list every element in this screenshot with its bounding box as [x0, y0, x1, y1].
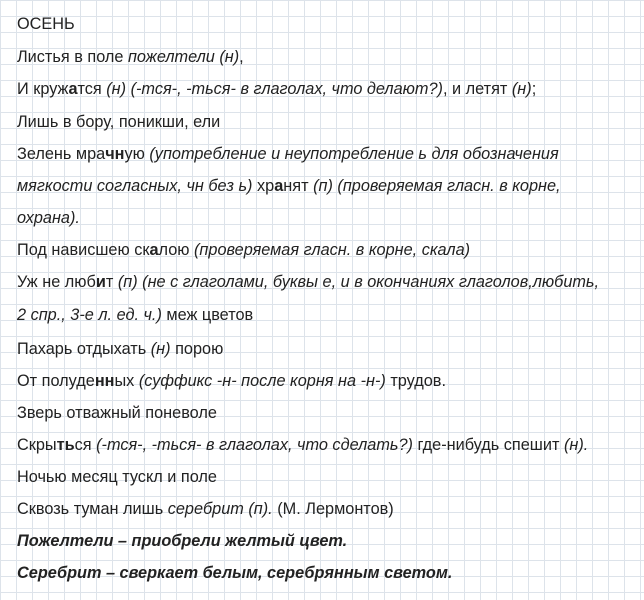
- definition-line: Пожелтели – приобрели желтый цвет.: [17, 532, 348, 550]
- line-text: Зверь отважный поневоле: [17, 404, 217, 422]
- poem-line: [17, 176, 561, 196]
- comment-text: (н): [511, 80, 532, 98]
- comment-text: пожелтели (н): [127, 48, 240, 66]
- line-text: хр: [252, 177, 275, 195]
- line-text: Зелень мра: [17, 145, 106, 163]
- line-text: , и летят: [442, 80, 512, 98]
- line-text: где-нибудь спешит: [412, 436, 564, 454]
- line-text: Лишь в бору, поникши, ели: [17, 113, 221, 131]
- line-text: ;: [531, 80, 537, 98]
- line-text: ся: [74, 436, 97, 454]
- highlighted-letters: а: [68, 80, 78, 98]
- line-text: И круж: [17, 80, 69, 98]
- poem-line: [17, 499, 394, 519]
- comment-text: охрана).: [17, 209, 80, 227]
- line-text: тся: [77, 80, 107, 98]
- poem-line: [17, 435, 588, 455]
- poem-line: [17, 208, 80, 228]
- line-text: От полуде: [17, 372, 95, 390]
- comment-text: (п) (не с глаголами, буквы е, и в окончаниях глаголов,любить,: [117, 273, 600, 291]
- comment-text: серебрит (п).: [167, 500, 273, 518]
- comment-text: (проверяемая гласн. в корне, скала): [194, 241, 471, 259]
- comment-text: мягкости согласных, чн без ь): [17, 177, 253, 195]
- line-text: ых: [114, 372, 139, 390]
- line-text: Ночью месяц тускл и поле: [17, 468, 217, 486]
- poem-line: [17, 112, 220, 132]
- line-text: Сквозь туман лишь: [17, 500, 168, 518]
- poem-line: [17, 240, 470, 260]
- comment-text: (н) (-тся-, -ться- в глаголах, что делают?): [106, 80, 443, 98]
- highlighted-letters: чн: [105, 145, 125, 163]
- highlighted-letters: нн: [94, 372, 115, 390]
- highlighted-letters: и: [95, 273, 106, 291]
- line-text: нят: [283, 177, 314, 195]
- comment-text: (п) (проверяемая гласн. в корне,: [313, 177, 561, 195]
- poem-line: [17, 339, 223, 359]
- comment-text: (-тся-, -ться- в глаголах, что сделать?): [96, 436, 413, 454]
- line-text: ,: [239, 48, 244, 66]
- line-text: Уж не люб: [17, 273, 96, 291]
- comment-text: (н).: [563, 436, 589, 454]
- poem-line: [17, 371, 446, 391]
- poem-line: [17, 305, 253, 325]
- poem-line: [17, 467, 217, 487]
- line-text: ую: [124, 145, 150, 163]
- line-text: Пахарь отдыхать: [17, 340, 151, 358]
- definition-line: Серебрит – сверкает белым, серебрянным светом.: [17, 564, 453, 582]
- line-text: Под нависшею ск: [17, 241, 150, 259]
- poem-title: ОСЕНЬ: [17, 15, 75, 33]
- comment-text: (суффикс -н- после корня на -н-): [138, 372, 386, 390]
- poem-line: [17, 144, 559, 164]
- comment-text: (н): [150, 340, 171, 358]
- line-text: порою: [170, 340, 224, 358]
- line-text: т: [105, 273, 118, 291]
- comment-text: (употребление и неупотребление ь для обозначения: [149, 145, 559, 163]
- poem-line: [17, 272, 599, 292]
- line-text: Листья в поле: [17, 48, 128, 66]
- comment-text: 2 спр., 3-е л. ед. ч.): [17, 306, 162, 324]
- highlighted-letters: а: [149, 241, 159, 259]
- highlighted-letters: ть: [56, 436, 75, 454]
- highlighted-letters: а: [274, 177, 284, 195]
- line-text: трудов.: [385, 372, 446, 390]
- line-text: меж цветов: [161, 306, 254, 324]
- line-text: Скры: [17, 436, 57, 454]
- line-text: лою: [158, 241, 195, 259]
- poem-line: [17, 79, 536, 99]
- poem-line: [17, 403, 217, 423]
- line-text: (М. Лермонтов): [272, 500, 394, 518]
- poem-line: [17, 47, 244, 67]
